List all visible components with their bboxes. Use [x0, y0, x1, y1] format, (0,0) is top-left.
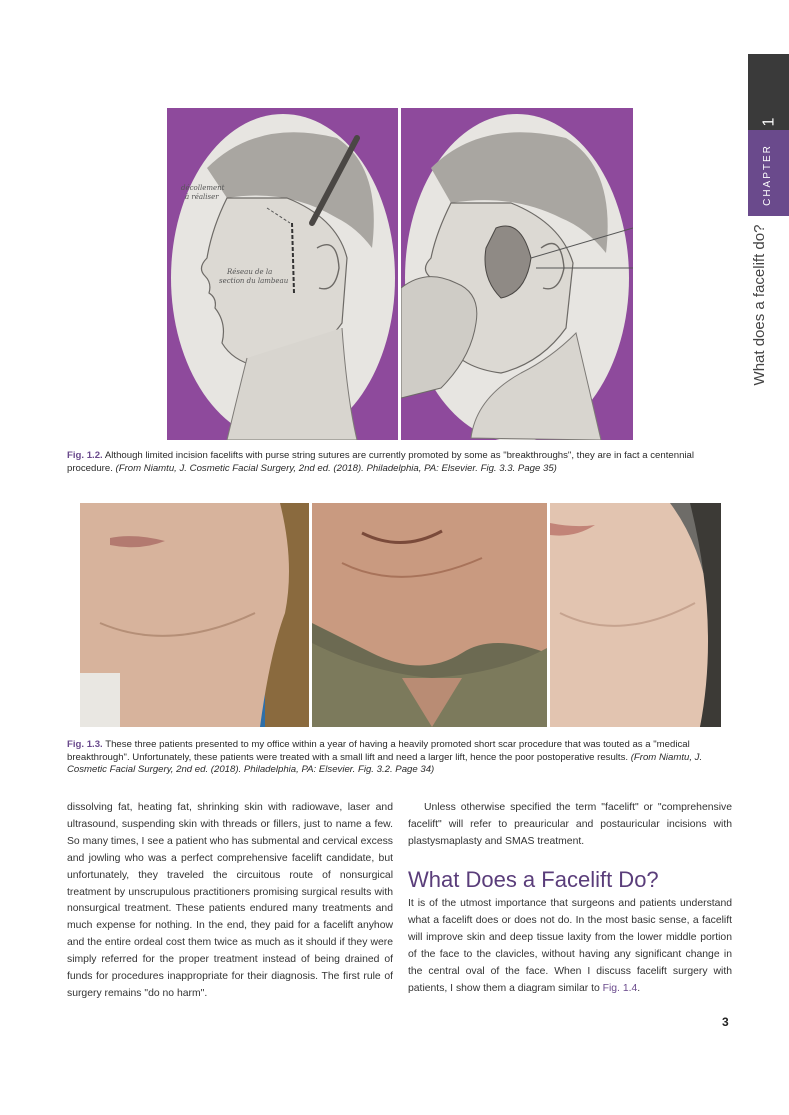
figure-1-3-caption [67, 739, 725, 777]
page-number: 3 [722, 1015, 729, 1029]
annotation-reseau: Réseau de la [227, 268, 273, 276]
paragraph-2-period: . [637, 982, 641, 994]
right-column-intro [408, 800, 732, 851]
patient-photo-1 [80, 503, 309, 727]
running-chapter-title: What does a facelift do? [751, 224, 768, 386]
section-heading: What Does a Facelift Do? [408, 867, 659, 892]
figure-1-2-illustration [167, 108, 633, 440]
right-column-paragraph-1: Unless otherwise specified the term "facelift" or "comprehensive facelift" will refer to preauricular and postauricular incisions with plastysmaplasty and SMAS treatment. [408, 802, 732, 847]
left-column-paragraph: dissolving fat, heating fat, shrinking skin with radiowave, laser and ultrasound, suspending skin with threads or fillers, just to name a few. So many times, I see a patient who has submental and cervical excess and jowling who was a perfect comprehensive facelift candidate, but unfortunately, they traveled the circuitous route of nonsurgical treatment by unscrupulous practitioners promising surgical results with nonsurgical treatment. These patients endured many treatments and much expense for nothing. In the end, they paid for a facelift anyhow and the entire ordeal cost them twice as much as it should if they were simply referred for the proper treatment instead of being drained of funds for procedures inappropriate for their diagnosis. The first rule of surgery remains "do no harm". [67, 802, 393, 999]
figure-1-2-citation: (From Niamtu, J. Cosmetic Facial Surgery, 2nd ed. (2018). Philadelphia, PA: Elsevier. Fig. 3.3. Page 35) [115, 462, 557, 474]
engraving-right-flap [401, 108, 633, 440]
figure-1-3-text: These three patients presented to my office within a year of having a heavily promoted short scar procedure that was touted as a "medical breakthrough". Unfortunately, these patients were treated with a small lift and need a larger lift, hence the poor postoperative results. [67, 739, 690, 763]
annotation-decollement: décollement [181, 184, 225, 192]
engraving-left-incision [167, 108, 398, 440]
figure-1-3-citation: (From Niamtu, J. Cosmetic Facial Surgery, 2nd ed. (2018). Philadelphia, PA: Elsevier. Fig. 3.2. Page 34) [67, 751, 703, 775]
figure-1-3-photos [80, 503, 721, 727]
right-column-body [408, 896, 732, 997]
figure-1-2-text: Although limited incision facelifts with purse string sutures are currently promoted by some as "breakthroughs", they are in fact a centennial procedure. [67, 450, 695, 474]
annotation-a-realiser: à réaliser [185, 193, 219, 201]
chapter-label: CHAPTER [762, 144, 773, 206]
figure-1-4-link[interactable]: Fig. 1.4 [602, 982, 638, 994]
right-column-paragraph-2-text: It is of the utmost importance that surgeons and patients understand what a facelift does or does not do. In the most basic sense, a facelift will improve skin and deep tissue laxity from the lower middle portion of the face to the clavicles, without having any significant change in the central oval of the face. When I discuss facelift surgery with patients, I show them a diagram similar to [408, 898, 732, 994]
left-column [67, 800, 393, 1003]
patient-photo-3 [550, 503, 721, 727]
figure-1-3-label: Fig. 1.3. [67, 739, 103, 750]
patient-photo-2 [312, 503, 547, 727]
figure-1-2-label: Fig. 1.2. [67, 450, 103, 461]
right-column-paragraph-2 [408, 896, 732, 997]
chapter-number: 1 [760, 117, 778, 127]
figure-1-2-caption [67, 450, 725, 475]
annotation-section-lambeau: section du lambeau [219, 277, 289, 285]
chapter-tab [748, 54, 789, 216]
